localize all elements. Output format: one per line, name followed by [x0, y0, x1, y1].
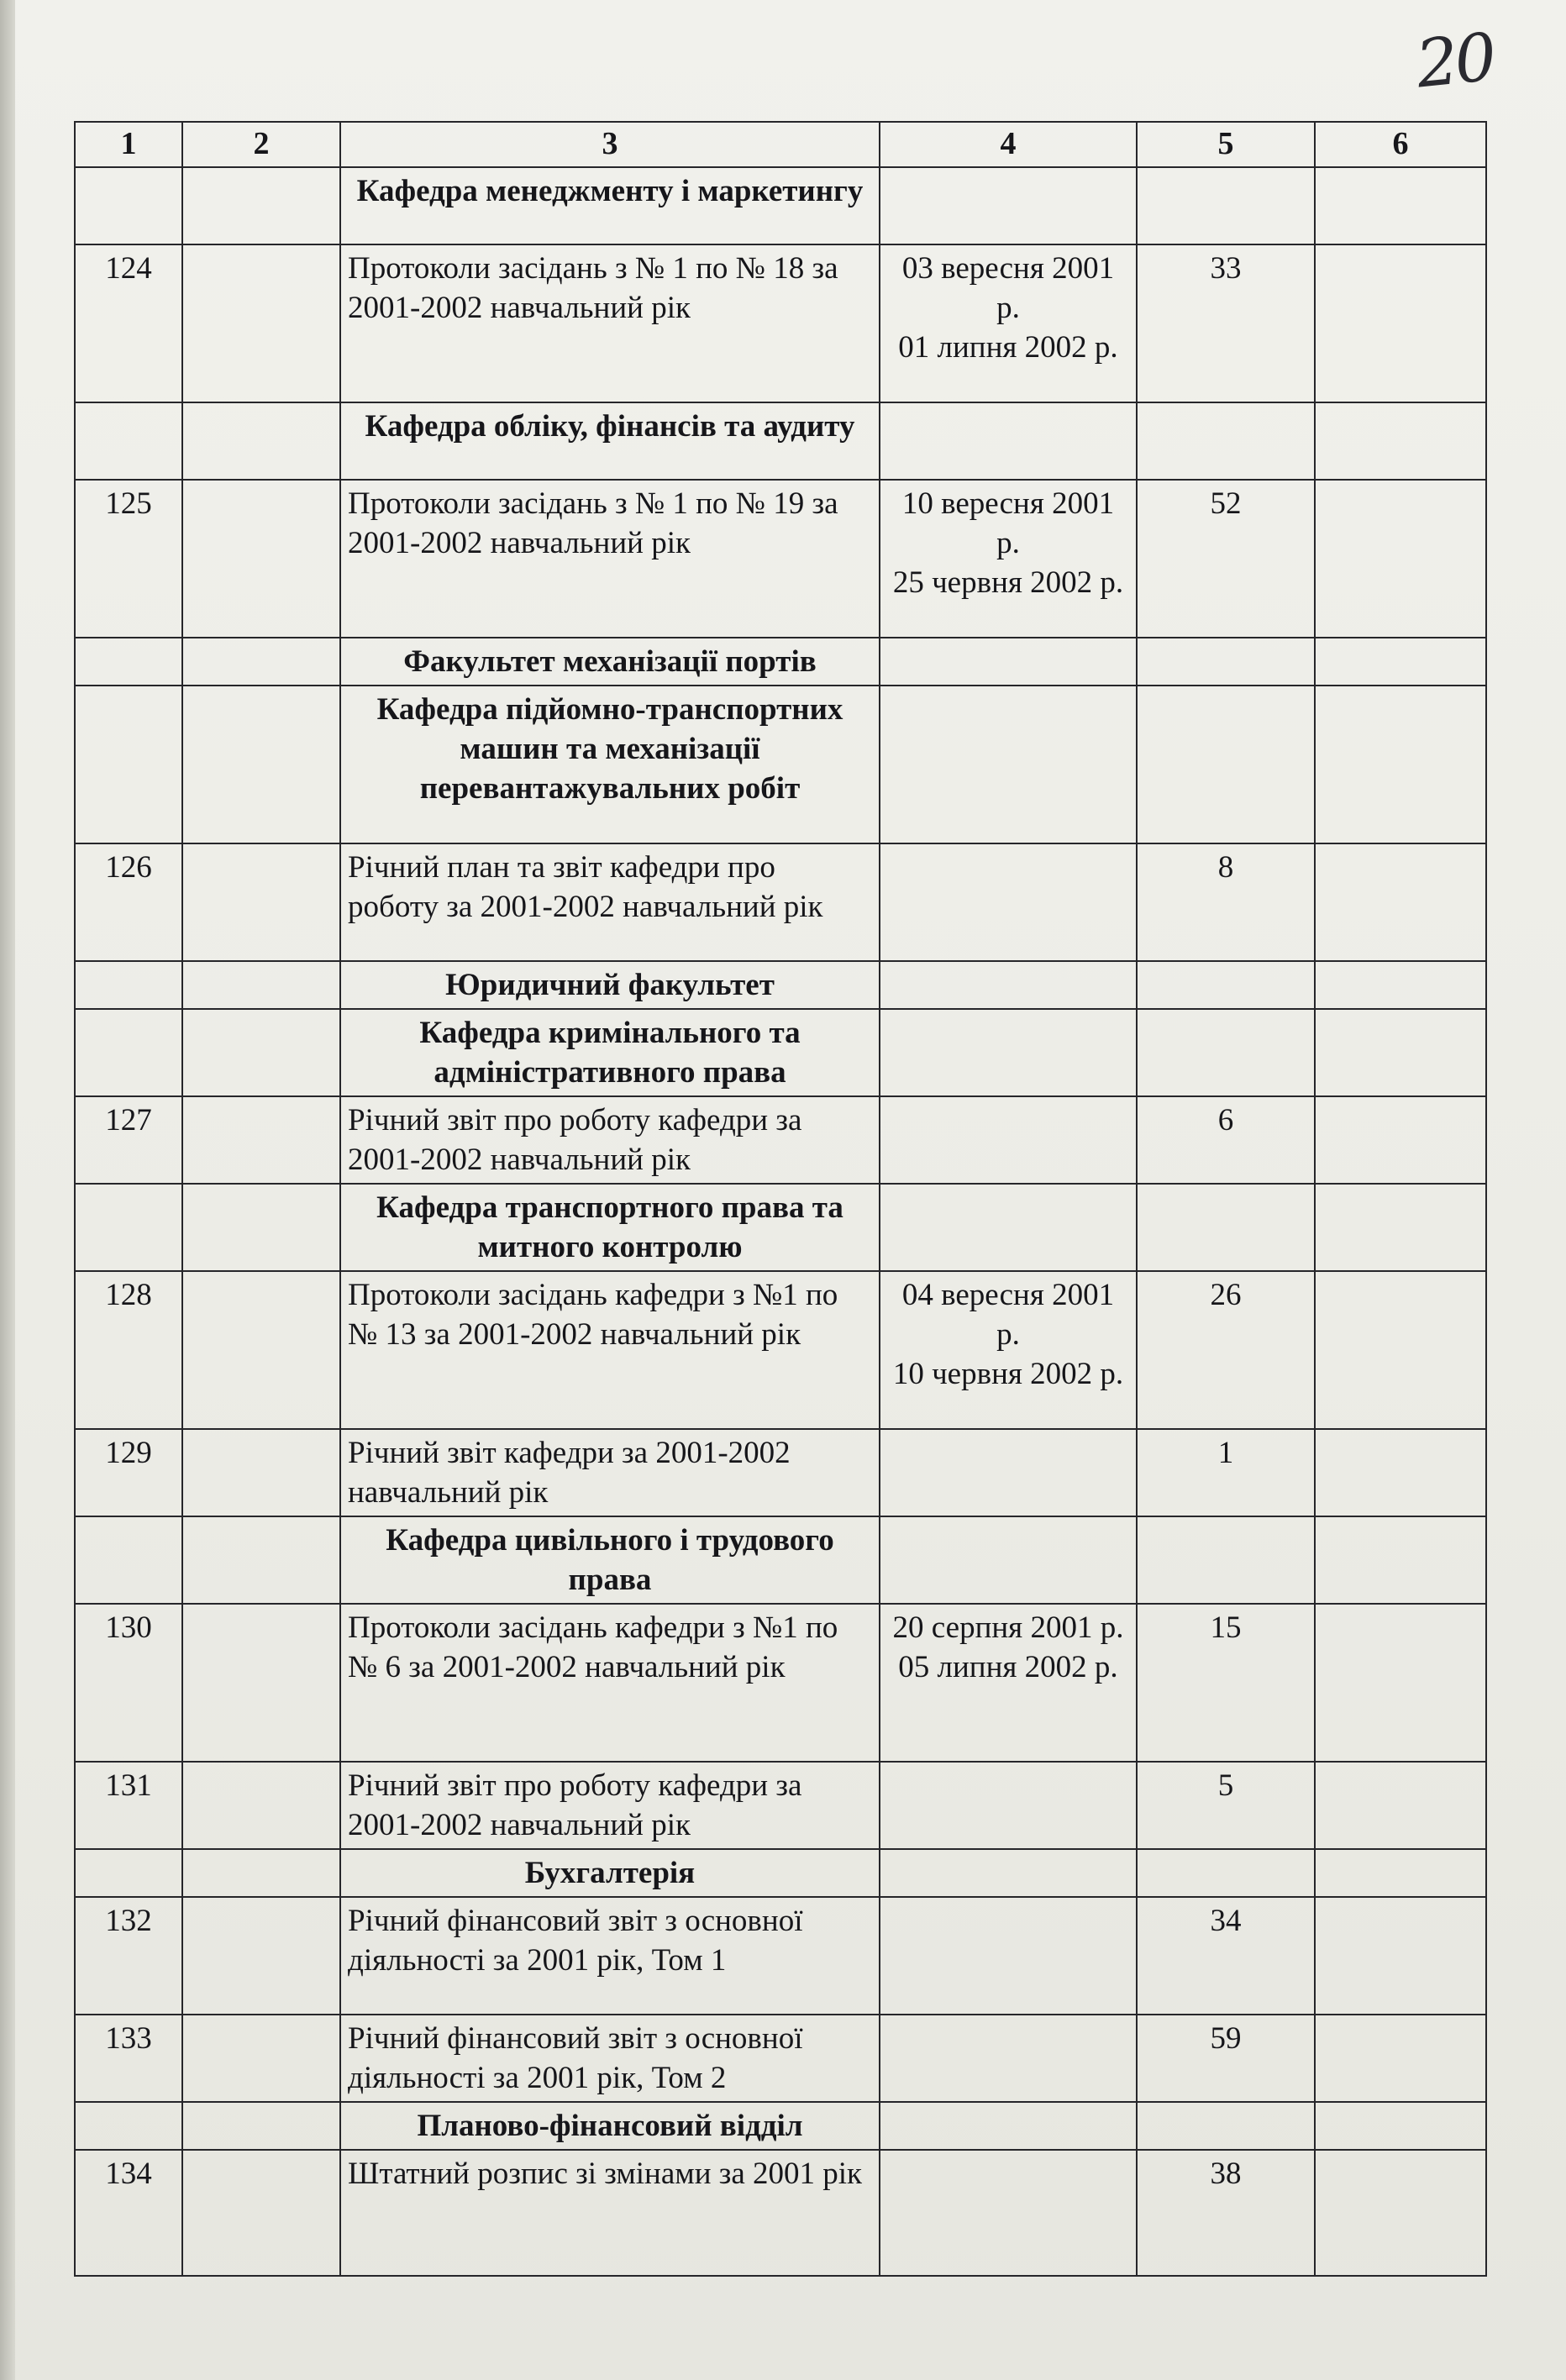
section-heading-row [75, 2102, 1486, 2150]
section-heading: Кафедра підйомно-транспортних машин та механізації перевантажувальних робіт [376, 692, 843, 806]
sheet-count-cell [1137, 1271, 1315, 1429]
notes-cell [1315, 961, 1486, 1009]
date-start: 04 вересня 2001 р. [901, 1278, 1115, 1352]
record-number: 130 [105, 1610, 152, 1645]
record-number-cell [75, 1897, 182, 2015]
sheet-count: 15 [1210, 1610, 1242, 1645]
record-row [75, 1897, 1486, 2015]
sheet-count: 5 [1217, 1768, 1234, 1803]
sheet-count: 26 [1210, 1278, 1242, 1312]
sheet-count: 38 [1210, 2157, 1242, 2191]
date-range-cell [880, 1604, 1137, 1762]
record-number: 125 [105, 486, 152, 521]
date-start: 10 вересня 2001 р. [901, 486, 1115, 560]
sheet-count-cell [1137, 167, 1315, 244]
date-cell [880, 167, 1137, 244]
notes-cell [1315, 2102, 1486, 2150]
record-row [75, 1762, 1486, 1849]
section-heading-cell [340, 2102, 880, 2150]
section-heading-cell [340, 167, 880, 244]
record-number-cell [75, 244, 182, 402]
old-number-cell [182, 1271, 340, 1429]
record-title: Річний план та звіт кафедри про роботу за 2001-2002 навчальний рік [348, 850, 823, 924]
record-title-cell [340, 244, 880, 402]
date-range-cell [880, 1897, 1137, 2015]
section-heading-row [75, 638, 1486, 686]
record-title: Протоколи засідань з № 1 по № 18 за 2001-2002 навчальний рік [348, 251, 838, 325]
section-heading: Кафедра транспортного права та митного контролю [376, 1190, 843, 1264]
old-number-cell [182, 2150, 340, 2276]
sheet-count-cell [1137, 2102, 1315, 2150]
notes-cell [1315, 1271, 1486, 1429]
record-title: Річний звіт про роботу кафедри за 2001-2002 навчальний рік [348, 1103, 802, 1177]
section-heading-row [75, 1849, 1486, 1897]
date-cell [880, 638, 1137, 686]
record-row [75, 843, 1486, 961]
record-number: 126 [105, 850, 152, 885]
sheet-count-cell [1137, 1516, 1315, 1604]
notes-cell [1315, 480, 1486, 638]
record-title-cell [340, 1096, 880, 1184]
section-heading: Юридичний факультет [445, 968, 775, 1002]
record-title-cell [340, 1429, 880, 1516]
section-heading-row [75, 686, 1486, 843]
date-range-cell [880, 2015, 1137, 2102]
record-row [75, 2015, 1486, 2102]
record-number: 129 [105, 1436, 152, 1470]
sheet-count-cell [1137, 1762, 1315, 1849]
record-number-cell [75, 1096, 182, 1184]
record-number-cell [75, 1762, 182, 1849]
record-title: Річний звіт про роботу кафедри за 2001-2002 навчальний рік [348, 1768, 802, 1842]
record-number: 134 [105, 2157, 152, 2191]
number-cell [75, 1009, 182, 1096]
sheet-count-cell [1137, 1849, 1315, 1897]
record-number-cell [75, 1429, 182, 1516]
number-cell [75, 1849, 182, 1897]
notes-cell [1315, 638, 1486, 686]
record-row [75, 480, 1486, 638]
section-heading-row [75, 167, 1486, 244]
date-range-cell [880, 1762, 1137, 1849]
date-end: 01 липня 2002 р. [898, 330, 1118, 365]
notes-cell [1315, 1897, 1486, 2015]
section-heading-cell [340, 1009, 880, 1096]
section-heading: Планово-фінансовий відділ [417, 2109, 803, 2143]
section-heading: Кафедра цивільного і трудового права [386, 1523, 834, 1597]
old-number-cell [182, 961, 340, 1009]
date-cell [880, 1009, 1137, 1096]
inventory-table-body [75, 167, 1486, 2276]
old-number-cell [182, 167, 340, 244]
old-number-cell [182, 1096, 340, 1184]
notes-cell [1315, 686, 1486, 843]
old-number-cell [182, 480, 340, 638]
notes-cell [1315, 2150, 1486, 2276]
sheet-count: 59 [1210, 2021, 1242, 2056]
column-header: 1 [75, 122, 182, 167]
old-number-cell [182, 2015, 340, 2102]
old-number-cell [182, 638, 340, 686]
date-range-cell [880, 244, 1137, 402]
section-heading-row [75, 1009, 1486, 1096]
section-heading-cell [340, 961, 880, 1009]
notes-cell [1315, 1429, 1486, 1516]
page-edge [0, 0, 15, 2380]
section-heading: Факультет механізації портів [403, 644, 817, 679]
record-number-cell [75, 480, 182, 638]
record-row [75, 2150, 1486, 2276]
number-cell [75, 961, 182, 1009]
number-cell [75, 2102, 182, 2150]
section-heading-row [75, 1516, 1486, 1604]
notes-cell [1315, 1096, 1486, 1184]
record-number: 132 [105, 1904, 152, 1938]
date-range-cell [880, 2150, 1137, 2276]
record-row [75, 1604, 1486, 1762]
section-heading-cell [340, 1516, 880, 1604]
date-cell [880, 1184, 1137, 1271]
notes-cell [1315, 1849, 1486, 1897]
notes-cell [1315, 1184, 1486, 1271]
date-range-cell [880, 480, 1137, 638]
sheet-count-cell [1137, 686, 1315, 843]
date-end: 25 червня 2002 р. [892, 565, 1124, 600]
section-heading: Кафедра кримінального та адміністративного права [419, 1016, 801, 1090]
date-cell [880, 686, 1137, 843]
section-heading: Кафедра обліку, фінансів та аудиту [365, 409, 855, 444]
date-cell [880, 1849, 1137, 1897]
record-number-cell [75, 1604, 182, 1762]
record-row [75, 1096, 1486, 1184]
notes-cell [1315, 402, 1486, 480]
record-row [75, 1429, 1486, 1516]
column-header: 4 [880, 122, 1137, 167]
notes-cell [1315, 1516, 1486, 1604]
old-number-cell [182, 686, 340, 843]
section-heading-cell [340, 686, 880, 843]
handwritten-page-number: 20 [1412, 19, 1497, 103]
section-heading-row [75, 961, 1486, 1009]
record-number-cell [75, 2150, 182, 2276]
sheet-count-cell [1137, 1096, 1315, 1184]
old-number-cell [182, 1009, 340, 1096]
column-header: 3 [340, 122, 880, 167]
record-number: 131 [105, 1768, 152, 1803]
date-start: 20 серпня 2001 р. [892, 1610, 1124, 1645]
notes-cell [1315, 1604, 1486, 1762]
record-title: Протоколи засідань кафедри з №1 по № 6 за 2001-2002 навчальний рік [348, 1610, 838, 1684]
notes-cell [1315, 843, 1486, 961]
old-number-cell [182, 1897, 340, 2015]
notes-cell [1315, 2015, 1486, 2102]
section-heading-row [75, 402, 1486, 480]
section-heading: Кафедра менеджменту і маркетингу [356, 174, 864, 208]
old-number-cell [182, 1184, 340, 1271]
record-title-cell [340, 2150, 880, 2276]
old-number-cell [182, 2102, 340, 2150]
section-heading-cell [340, 1184, 880, 1271]
old-number-cell [182, 244, 340, 402]
inventory-table [74, 121, 1487, 2277]
sheet-count-cell [1137, 843, 1315, 961]
sheet-count-cell [1137, 402, 1315, 480]
number-cell [75, 402, 182, 480]
sheet-count-cell [1137, 1429, 1315, 1516]
date-cell [880, 961, 1137, 1009]
number-cell [75, 638, 182, 686]
sheet-count-cell [1137, 638, 1315, 686]
date-range-cell [880, 1096, 1137, 1184]
number-cell [75, 686, 182, 843]
sheet-count-cell [1137, 2015, 1315, 2102]
section-heading: Бухгалтерія [524, 1856, 696, 1890]
sheet-count-cell [1137, 1604, 1315, 1762]
number-cell [75, 1184, 182, 1271]
record-title: Протоколи засідань з № 1 по № 19 за 2001-2002 навчальний рік [348, 486, 838, 560]
old-number-cell [182, 1429, 340, 1516]
notes-cell [1315, 167, 1486, 244]
record-title-cell [340, 1604, 880, 1762]
sheet-count: 52 [1210, 486, 1242, 521]
notes-cell [1315, 1009, 1486, 1096]
sheet-count-cell [1137, 1009, 1315, 1096]
sheet-count-cell [1137, 480, 1315, 638]
section-heading-row [75, 1184, 1486, 1271]
date-range-cell [880, 1271, 1137, 1429]
number-cell [75, 1516, 182, 1604]
record-number-cell [75, 2015, 182, 2102]
sheet-count: 33 [1210, 251, 1242, 286]
date-cell [880, 1516, 1137, 1604]
old-number-cell [182, 1604, 340, 1762]
record-title: Річний звіт кафедри за 2001-2002 навчальний рік [348, 1436, 791, 1510]
section-heading-cell [340, 1849, 880, 1897]
record-number: 128 [105, 1278, 152, 1312]
old-number-cell [182, 1849, 340, 1897]
record-row [75, 1271, 1486, 1429]
old-number-cell [182, 1762, 340, 1849]
sheet-count-cell [1137, 1184, 1315, 1271]
date-cell [880, 2102, 1137, 2150]
record-title: Штатний розпис зі змінами за 2001 рік [348, 2157, 863, 2191]
sheet-count: 1 [1217, 1436, 1234, 1470]
record-title-cell [340, 843, 880, 961]
record-title-cell [340, 1271, 880, 1429]
record-title-cell [340, 1762, 880, 1849]
date-cell [880, 402, 1137, 480]
record-number: 124 [105, 251, 152, 286]
sheet-count: 8 [1217, 850, 1234, 885]
record-row [75, 244, 1486, 402]
record-title-cell [340, 1897, 880, 2015]
date-end: 05 липня 2002 р. [898, 1650, 1118, 1684]
sheet-count-cell [1137, 2150, 1315, 2276]
sheet-count-cell [1137, 244, 1315, 402]
record-title-cell [340, 2015, 880, 2102]
record-number: 133 [105, 2021, 152, 2056]
record-number: 127 [105, 1103, 152, 1137]
record-title: Річний фінансовий звіт з основної діяльності за 2001 рік, Том 2 [348, 2021, 803, 2095]
column-header: 6 [1315, 122, 1486, 167]
column-number-header-row [75, 122, 1486, 167]
sheet-count: 6 [1217, 1103, 1234, 1137]
date-range-cell [880, 1429, 1137, 1516]
document-page [15, 0, 1566, 2380]
section-heading-cell [340, 638, 880, 686]
sheet-count-cell [1137, 1897, 1315, 2015]
number-cell [75, 167, 182, 244]
date-range-cell [880, 843, 1137, 961]
old-number-cell [182, 843, 340, 961]
date-start: 03 вересня 2001 р. [901, 251, 1115, 325]
sheet-count: 34 [1210, 1904, 1242, 1938]
record-title: Протоколи засідань кафедри з №1 по № 13 за 2001-2002 навчальний рік [348, 1278, 838, 1352]
notes-cell [1315, 1762, 1486, 1849]
old-number-cell [182, 402, 340, 480]
sheet-count-cell [1137, 961, 1315, 1009]
record-number-cell [75, 1271, 182, 1429]
notes-cell [1315, 244, 1486, 402]
section-heading-cell [340, 402, 880, 480]
column-header: 5 [1137, 122, 1315, 167]
record-number-cell [75, 843, 182, 961]
old-number-cell [182, 1516, 340, 1604]
record-title: Річний фінансовий звіт з основної діяльності за 2001 рік, Том 1 [348, 1904, 803, 1978]
column-header: 2 [182, 122, 340, 167]
record-title-cell [340, 480, 880, 638]
date-end: 10 червня 2002 р. [892, 1357, 1124, 1391]
